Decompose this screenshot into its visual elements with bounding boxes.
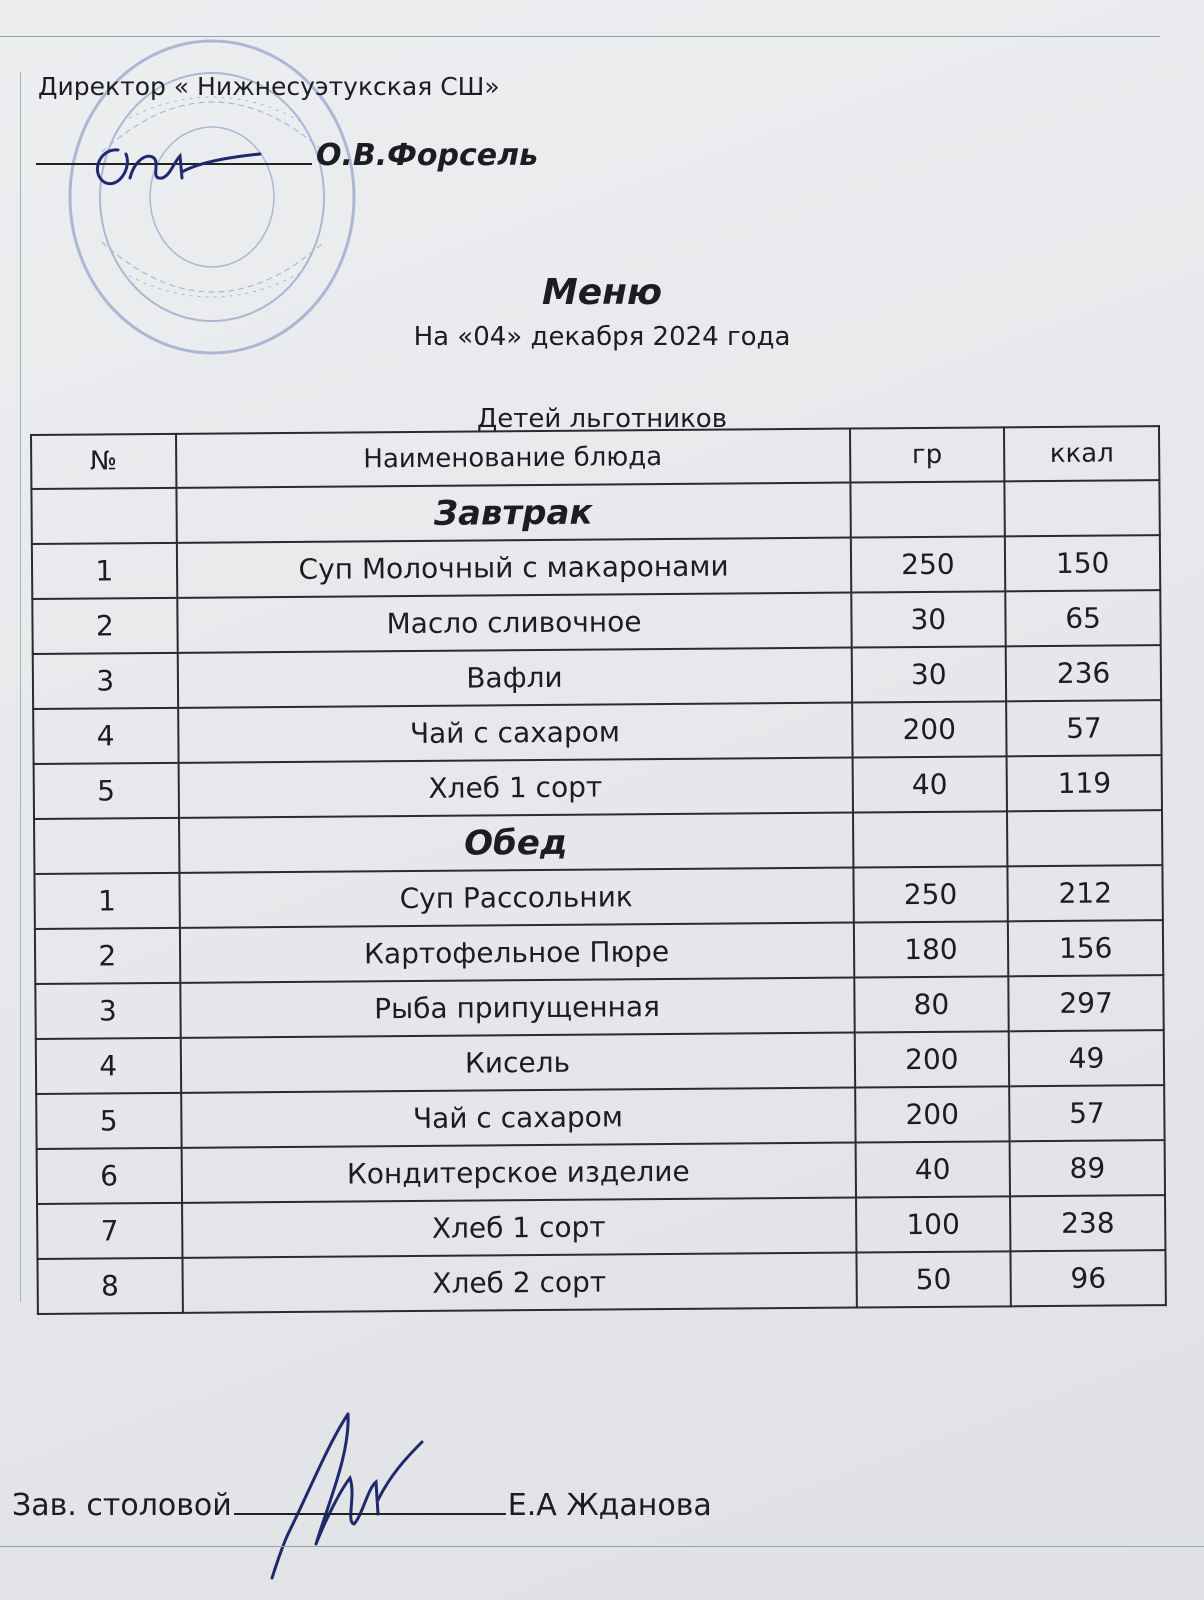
row-kcal: 119 <box>1007 755 1162 811</box>
row-dish: Суп Рассольник <box>179 868 853 928</box>
row-dish: Кондитерское изделие <box>181 1143 855 1203</box>
table-row <box>37 1195 1165 1259</box>
row-grams: 250 <box>853 866 1008 922</box>
row-num: 1 <box>32 543 177 599</box>
table-row <box>34 865 1162 929</box>
row-grams: 40 <box>852 756 1007 812</box>
table-row <box>35 975 1163 1039</box>
director-signature-icon <box>70 128 270 198</box>
header-grams: гр <box>849 427 1004 482</box>
row-kcal: 150 <box>1005 535 1160 591</box>
row-dish: Суп Молочный с макаронами <box>176 538 850 598</box>
row-dish: Хлеб 2 сорт <box>182 1253 856 1313</box>
row-num: 7 <box>37 1203 182 1259</box>
row-num: 8 <box>37 1258 182 1314</box>
row-grams: 100 <box>856 1196 1011 1252</box>
row-dish: Масло сливочное <box>177 593 851 653</box>
section-title: Завтрак <box>176 483 850 543</box>
table-row <box>32 535 1160 599</box>
menu-table <box>30 425 1167 1315</box>
row-kcal: 238 <box>1010 1195 1165 1251</box>
document-title: Меню <box>541 272 663 313</box>
row-kcal: 57 <box>1006 700 1161 756</box>
footer-role: Зав. столовой <box>12 1488 232 1523</box>
row-dish: Кисель <box>180 1033 854 1093</box>
document-date: На «04» декабря 2024 года <box>413 322 791 352</box>
director-name: О.В.Форсель <box>316 138 539 173</box>
signature-blank <box>234 1513 506 1515</box>
table-row <box>32 590 1160 654</box>
header-dish: Наименование блюда <box>176 429 850 488</box>
section-row-lunch <box>34 810 1162 874</box>
row-num: 4 <box>36 1038 181 1094</box>
row-num: 2 <box>32 598 177 654</box>
section-row-breakfast <box>31 480 1159 544</box>
row-num: 3 <box>35 983 180 1039</box>
row-num: 5 <box>36 1093 181 1149</box>
row-kcal: 297 <box>1009 975 1164 1031</box>
bottom-divider <box>0 1546 1204 1547</box>
row-dish: Вафли <box>177 648 851 708</box>
row-dish: Хлеб 1 сорт <box>178 758 852 818</box>
row-num: 3 <box>33 653 178 709</box>
header-num: № <box>31 434 176 489</box>
table-row <box>33 700 1161 764</box>
row-kcal: 96 <box>1011 1250 1166 1306</box>
row-dish: Картофельное Пюре <box>179 923 853 983</box>
table-row <box>36 1030 1164 1094</box>
row-grams: 180 <box>853 921 1008 977</box>
row-num: 2 <box>35 928 180 984</box>
row-dish: Чай с сахаром <box>181 1088 855 1148</box>
row-kcal: 156 <box>1008 920 1163 976</box>
row-grams: 80 <box>854 976 1009 1032</box>
row-kcal: 57 <box>1009 1085 1164 1141</box>
row-num: 6 <box>37 1148 182 1204</box>
row-num: 4 <box>33 708 178 764</box>
table-row <box>36 1085 1164 1149</box>
row-grams: 200 <box>855 1086 1010 1142</box>
table-row <box>35 920 1163 984</box>
table-row <box>37 1140 1165 1204</box>
row-grams: 250 <box>850 536 1005 592</box>
table-row <box>33 645 1161 709</box>
row-grams: 200 <box>854 1031 1009 1087</box>
row-kcal: 49 <box>1009 1030 1164 1086</box>
table-header-row <box>31 426 1159 489</box>
table-row <box>34 755 1162 819</box>
row-grams: 200 <box>852 701 1007 757</box>
document-category: Детей льготников <box>476 404 728 434</box>
section-title: Обед <box>179 813 853 873</box>
footer-signature-line <box>12 1488 712 1523</box>
approval-line: Директор « Нижнесуэтукская СШ» <box>38 72 500 101</box>
table-row <box>37 1250 1165 1314</box>
row-grams: 40 <box>855 1141 1010 1197</box>
row-kcal: 236 <box>1006 645 1161 701</box>
row-kcal: 65 <box>1006 590 1161 646</box>
row-kcal: 212 <box>1008 865 1163 921</box>
row-grams: 30 <box>851 646 1006 702</box>
row-kcal: 89 <box>1010 1140 1165 1196</box>
header-kcal: ккал <box>1004 426 1159 481</box>
row-grams: 30 <box>851 591 1006 647</box>
row-num: 5 <box>34 763 179 819</box>
row-dish: Рыба припущенная <box>180 978 854 1038</box>
row-num: 1 <box>34 873 179 929</box>
row-dish: Чай с сахаром <box>178 703 852 763</box>
row-dish: Хлеб 1 сорт <box>182 1198 856 1258</box>
footer-name: Е.А Жданова <box>507 1488 712 1523</box>
row-grams: 50 <box>856 1251 1011 1307</box>
left-margin-line <box>20 72 21 1302</box>
